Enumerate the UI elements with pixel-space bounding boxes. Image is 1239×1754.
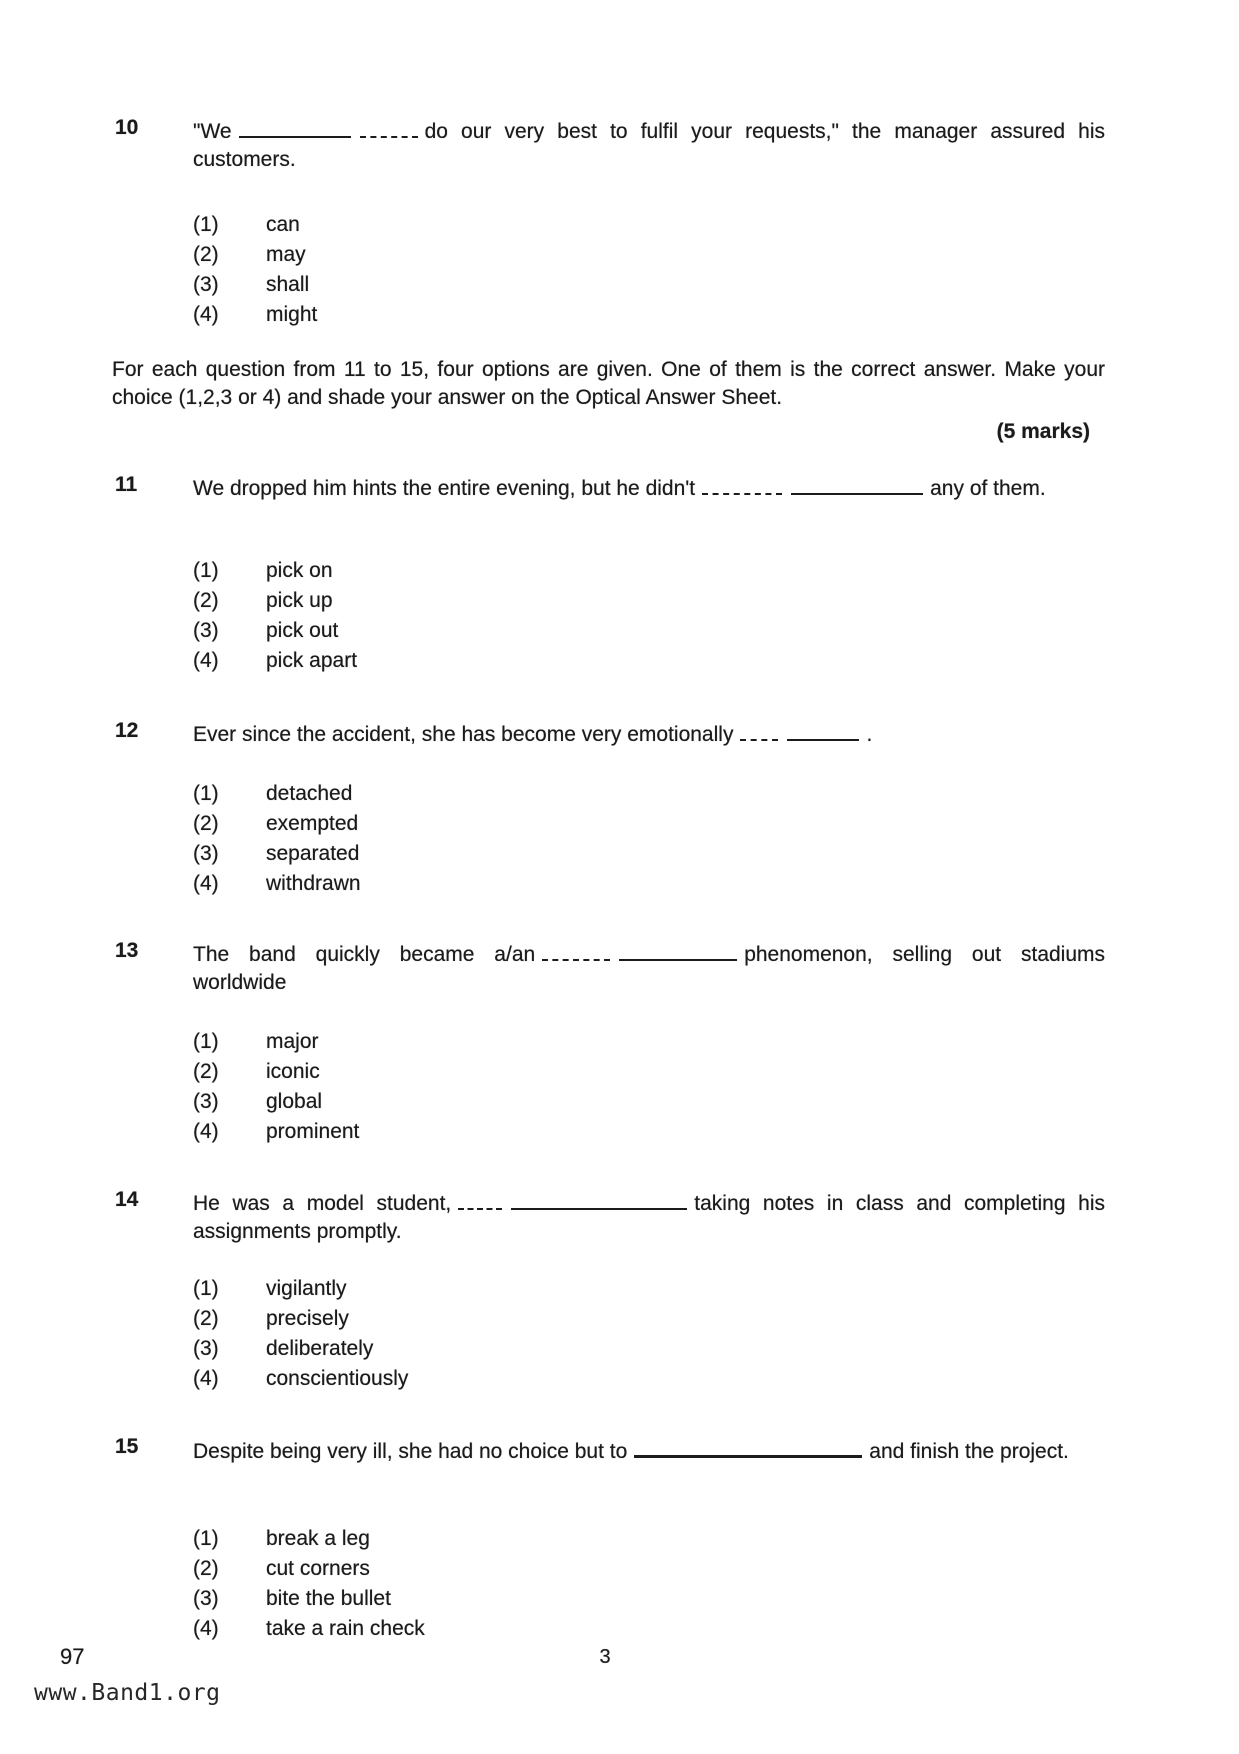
option-row	[193, 1057, 359, 1087]
option-text: shall	[266, 273, 310, 296]
option-row	[193, 586, 357, 616]
option-number: (3)	[193, 1337, 219, 1360]
option-row	[193, 779, 361, 809]
option-number: (1)	[193, 1277, 219, 1300]
question-text-pre: "We	[193, 120, 232, 143]
option-number: (1)	[193, 1030, 219, 1053]
answer-blank	[458, 1192, 687, 1215]
option-row	[193, 1117, 359, 1147]
option-text: deliberately	[266, 1337, 374, 1360]
option-number: (4)	[193, 872, 219, 895]
option-row	[193, 1614, 425, 1644]
question-text	[193, 719, 1105, 749]
option-text: vigilantly	[266, 1277, 347, 1300]
option-row	[193, 1554, 425, 1584]
question-text-post: taking notes in class and completing his assignments promptly.	[193, 1192, 1106, 1243]
option-number: (3)	[193, 842, 219, 865]
question-text-pre: We dropped him hints the entire evening, but he didn't	[193, 477, 696, 500]
question-text	[193, 473, 1105, 503]
answer-blank	[634, 1440, 862, 1463]
option-number: (3)	[193, 1090, 219, 1113]
options-list	[193, 210, 317, 330]
option-number: (4)	[193, 1367, 219, 1390]
option-number: (2)	[193, 1307, 219, 1330]
option-number: (1)	[193, 213, 219, 236]
option-number: (3)	[193, 619, 219, 642]
option-number: (3)	[193, 1587, 219, 1610]
options-list	[193, 779, 361, 899]
question-text-post: any of them.	[930, 477, 1046, 500]
question-13	[115, 939, 1106, 1143]
option-text: pick on	[266, 559, 333, 582]
question-text	[193, 1188, 1105, 1246]
question-text-pre: The band quickly became a/an	[193, 943, 536, 966]
option-row	[193, 270, 317, 300]
question-number: 10	[115, 116, 139, 139]
option-text: take a rain check	[266, 1617, 425, 1640]
option-row	[193, 1087, 359, 1117]
option-text: iconic	[266, 1060, 320, 1083]
option-number: (2)	[193, 1557, 219, 1580]
section-instructions: For each question from 11 to 15, four options are given. One of them is the correct answer. Make your choice (1,2,3 or 4) and shade your answer on the Optical Answer Sheet.	[112, 358, 1105, 409]
question-text-pre: Ever since the accident, she has become very emotionally	[193, 723, 734, 746]
marks-label: (5 marks)	[996, 420, 1090, 443]
option-row	[193, 1584, 425, 1614]
option-row	[193, 1304, 408, 1334]
question-number: 15	[115, 1435, 139, 1458]
option-text: global	[266, 1090, 323, 1113]
option-number: (1)	[193, 559, 219, 582]
question-text-post: do our very best to fulfil your requests," the manager assured his customers.	[193, 120, 1105, 171]
page-number: 3	[599, 1646, 611, 1668]
option-text: break a leg	[266, 1527, 370, 1550]
question-12	[115, 719, 1105, 895]
option-number: (1)	[193, 1527, 219, 1550]
option-number: (2)	[193, 589, 219, 612]
options-list	[193, 1027, 359, 1147]
question-10	[115, 116, 1105, 326]
option-row	[193, 616, 357, 646]
option-row	[193, 210, 317, 240]
options-list	[193, 1274, 408, 1394]
option-row	[193, 1027, 359, 1057]
option-number: (4)	[193, 303, 219, 326]
option-number: (4)	[193, 649, 219, 672]
options-list	[193, 556, 357, 676]
option-row	[193, 1334, 408, 1364]
question-text-pre: He was a model student,	[193, 1192, 452, 1215]
answer-blank	[542, 943, 737, 966]
option-number: (2)	[193, 812, 219, 835]
option-text: precisely	[266, 1307, 349, 1330]
option-text: prominent	[266, 1120, 360, 1143]
option-text: exempted	[266, 812, 359, 835]
option-row	[193, 240, 317, 270]
option-text: pick up	[266, 589, 333, 612]
question-15	[115, 1435, 1105, 1640]
option-text: cut corners	[266, 1557, 370, 1580]
question-text-post: .	[866, 723, 873, 746]
option-text: pick out	[266, 619, 339, 642]
question-number: 12	[115, 719, 139, 742]
question-number: 11	[115, 473, 138, 496]
option-row	[193, 646, 357, 676]
option-number: (1)	[193, 782, 219, 805]
option-number: (2)	[193, 1060, 219, 1083]
option-row	[193, 809, 361, 839]
option-row	[193, 1524, 425, 1554]
answer-blank	[702, 477, 923, 500]
question-11	[115, 473, 1105, 672]
option-text: may	[266, 243, 306, 266]
question-text-post: phenomenon, selling out stadiums worldwide	[193, 943, 1106, 994]
footer-left-number: 97	[60, 1644, 85, 1669]
option-row	[193, 869, 361, 899]
option-text: pick apart	[266, 649, 358, 672]
option-row	[193, 1274, 408, 1304]
question-text-pre: Despite being very ill, she had no choice but to	[193, 1440, 628, 1463]
question-text-post: and finish the project.	[869, 1440, 1069, 1463]
question-14	[115, 1188, 1106, 1390]
option-row	[193, 556, 357, 586]
option-text: conscientiously	[266, 1367, 409, 1390]
option-text: major	[266, 1030, 319, 1053]
option-number: (4)	[193, 1617, 219, 1640]
answer-blank	[740, 723, 859, 746]
options-list	[193, 1524, 425, 1644]
question-text	[193, 939, 1105, 997]
question-number: 13	[115, 939, 139, 962]
option-text: detached	[266, 782, 353, 805]
option-row	[193, 1364, 408, 1394]
question-text	[193, 116, 1105, 174]
option-row	[193, 300, 317, 330]
option-text: bite the bullet	[266, 1587, 391, 1610]
watermark-url: www.Band1.org	[34, 1680, 221, 1706]
question-text	[193, 1435, 1105, 1466]
option-number: (2)	[193, 243, 219, 266]
question-number: 14	[115, 1188, 139, 1211]
option-row	[193, 839, 361, 869]
option-text: might	[266, 303, 318, 326]
option-text: can	[266, 213, 300, 236]
option-text: separated	[266, 842, 360, 865]
option-text: withdrawn	[266, 872, 361, 895]
option-number: (3)	[193, 273, 219, 296]
answer-blank	[239, 120, 418, 143]
option-number: (4)	[193, 1120, 219, 1143]
